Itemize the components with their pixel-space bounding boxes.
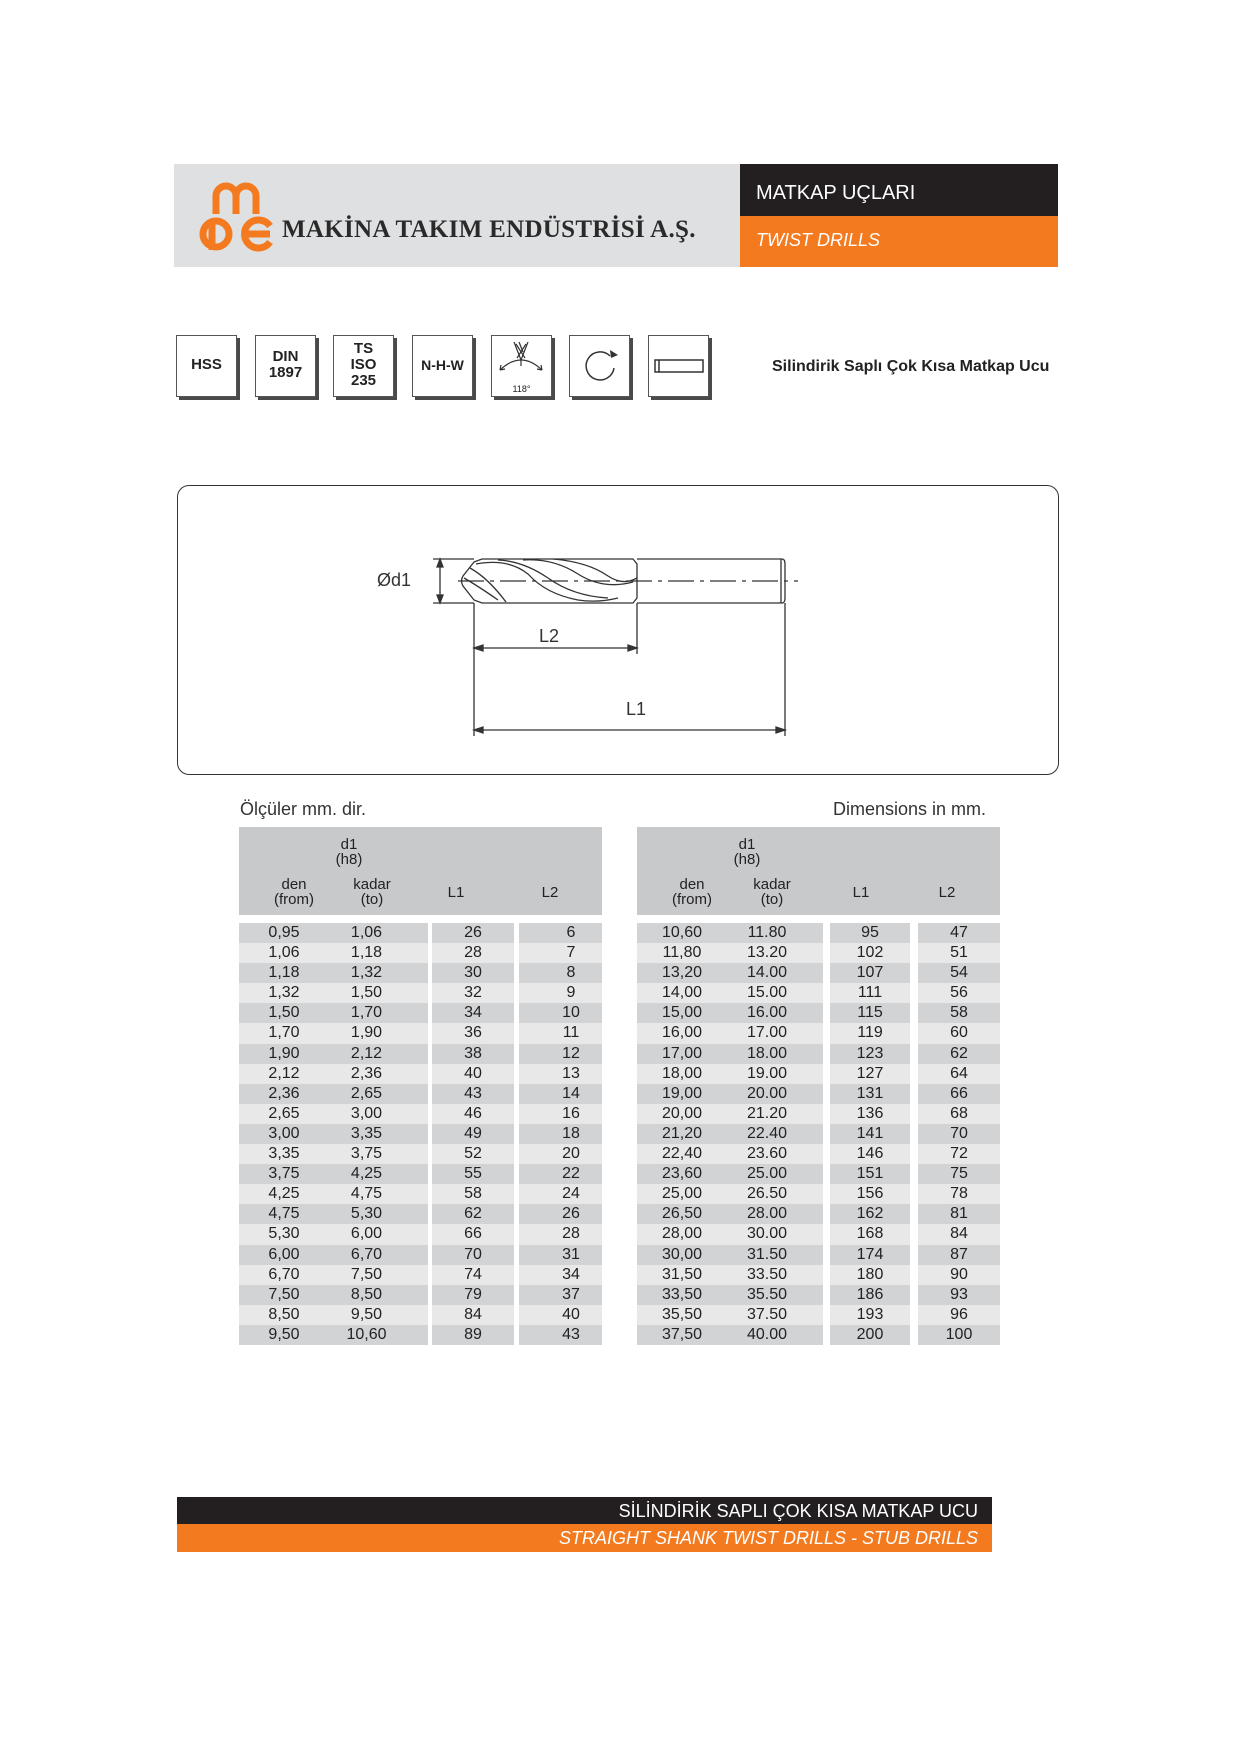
table-row (637, 1164, 1000, 1184)
cell-l1: 52 (464, 1145, 482, 1163)
product-title: Silindirik Saplı Çok Kısa Matkap Ucu (772, 358, 1050, 375)
table-row (239, 1204, 602, 1224)
cell-from: 31,50 (661, 1265, 703, 1283)
cell-l2: 7 (566, 944, 576, 962)
spec-point-angle-badge (491, 335, 552, 397)
cylindrical-shank-icon (649, 336, 708, 396)
l1-dimension-label: L1 (626, 699, 647, 719)
cell-to: 13.20 (746, 944, 788, 962)
cell-l2: 14 (562, 1084, 580, 1102)
cell-l2: 100 (945, 1325, 973, 1343)
table-row (239, 1184, 602, 1204)
cell-from: 4,75 (268, 1205, 300, 1223)
twist-drill-diagram (178, 486, 1058, 774)
cell-from: 20,00 (661, 1104, 703, 1122)
cell-l2: 78 (950, 1185, 968, 1203)
table-row (637, 1044, 1000, 1064)
cell-to: 35.50 (746, 1285, 788, 1303)
cell-to: 30.00 (746, 1225, 788, 1243)
cell-from: 4,25 (268, 1185, 300, 1203)
cell-l1: 95 (861, 924, 879, 941)
table-row (239, 1164, 602, 1184)
spec-shank-badge (648, 335, 709, 397)
cell-to: 31.50 (746, 1245, 788, 1263)
cell-l2: 20 (562, 1145, 580, 1163)
cell-l1: 127 (856, 1064, 884, 1082)
cell-to: 4,75 (350, 1185, 383, 1203)
cell-to: 11.80 (747, 924, 787, 941)
cell-l1: 36 (464, 1024, 482, 1042)
cell-from: 13,20 (661, 964, 703, 982)
table-row (239, 1003, 602, 1023)
cell-l1: 180 (856, 1265, 884, 1283)
cell-l1: 123 (856, 1044, 884, 1062)
cell-to: 40.00 (746, 1325, 788, 1343)
table-header (239, 827, 602, 915)
cell-l2: 84 (950, 1225, 968, 1243)
spec-nhw-badge (412, 335, 473, 397)
cell-l1: 193 (856, 1305, 884, 1323)
header-kadar: kadar (353, 876, 391, 893)
cell-l1: 66 (464, 1225, 482, 1243)
header-l2: L2 (541, 884, 559, 901)
table-row (637, 923, 1000, 943)
cell-l1: 186 (856, 1285, 884, 1303)
table-row (239, 1084, 602, 1104)
spec-iso-label: ISO (350, 356, 377, 373)
cell-from: 28,00 (661, 1225, 703, 1243)
cell-to: 1,50 (350, 984, 383, 1002)
cell-l2: 62 (950, 1044, 968, 1062)
cell-l2: 18 (562, 1124, 580, 1142)
cell-to: 5,30 (350, 1205, 383, 1223)
cell-to: 18.00 (746, 1044, 788, 1062)
cell-to: 33.50 (746, 1265, 788, 1283)
table-row (239, 963, 602, 983)
spec-iso-number: 235 (350, 372, 377, 389)
cell-l2: 66 (950, 1084, 968, 1102)
cell-l2: 22 (562, 1165, 580, 1183)
company-name: MAKİNA TAKIM ENDÜSTRİSİ A.Ş. (282, 216, 696, 243)
table-row (239, 1245, 602, 1265)
table-row (637, 1285, 1000, 1305)
header-from: (from) (274, 891, 314, 908)
cell-l2: 68 (950, 1104, 968, 1122)
table-header (637, 827, 1000, 915)
cell-l1: 115 (857, 1004, 883, 1022)
header-d1: d1 (340, 836, 358, 853)
cell-to: 1,70 (350, 1004, 383, 1022)
table-row (239, 1224, 602, 1244)
point-angle-icon (492, 336, 551, 382)
cell-l2: 12 (562, 1044, 580, 1062)
cell-l2: 8 (566, 964, 576, 982)
cell-l2: 26 (562, 1205, 580, 1223)
cell-to: 37.50 (746, 1305, 788, 1323)
table-row (637, 1325, 1000, 1345)
header-l1: L1 (447, 884, 465, 901)
cell-to: 26.50 (746, 1185, 788, 1203)
table-row (637, 943, 1000, 963)
spec-nhw-label: N-H-W (421, 357, 464, 373)
header-h8: (h8) (733, 851, 761, 868)
cell-from: 14,00 (661, 984, 703, 1002)
cell-l2: 28 (562, 1225, 580, 1243)
cell-l1: 46 (464, 1104, 482, 1122)
table-row (239, 1144, 602, 1164)
cell-l1: 74 (464, 1265, 482, 1283)
dimensions-caption-en: Dimensions in mm. (833, 799, 987, 819)
cell-l2: 51 (950, 944, 968, 962)
table-row (239, 1104, 602, 1124)
diameter-label: Ød1 (377, 570, 412, 590)
cell-from: 23,60 (661, 1165, 703, 1183)
cell-l1: 70 (464, 1245, 482, 1263)
cell-l1: 168 (856, 1225, 884, 1243)
cell-from: 1,32 (268, 984, 300, 1002)
cell-l2: 58 (950, 1004, 968, 1022)
cell-from: 3,00 (268, 1124, 300, 1142)
table-row (239, 983, 602, 1003)
table-row (239, 1023, 602, 1043)
cell-l1: 174 (856, 1245, 884, 1263)
cell-l2: 34 (562, 1265, 580, 1283)
header-l1: L1 (852, 884, 870, 901)
cell-l2: 16 (562, 1104, 580, 1122)
cell-l1: 43 (464, 1084, 482, 1102)
cell-l1: 28 (464, 944, 482, 962)
cell-l2: 43 (562, 1325, 580, 1343)
cell-from: 2,12 (268, 1064, 300, 1082)
cell-l2: 96 (950, 1305, 968, 1323)
cell-to: 6,00 (350, 1225, 383, 1243)
table-row (637, 1245, 1000, 1265)
dimensions-caption-tr: Ölçüler mm. dir. (240, 799, 367, 819)
spec-hss-badge (176, 335, 237, 397)
table-row (239, 923, 602, 943)
cell-to: 1,32 (350, 964, 383, 982)
cell-l2: 70 (950, 1124, 968, 1142)
table-row (239, 1044, 602, 1064)
cell-to: 28.00 (746, 1205, 788, 1223)
cell-to: 2,12 (350, 1044, 383, 1062)
cell-l1: 102 (856, 944, 884, 962)
table-row (239, 1325, 602, 1345)
cell-l2: 40 (562, 1305, 580, 1323)
cell-from: 19,00 (661, 1084, 703, 1102)
cell-l1: 89 (464, 1325, 482, 1343)
cell-to: 1,06 (350, 924, 383, 941)
table-row (637, 1124, 1000, 1144)
cell-to: 14.00 (746, 964, 788, 982)
cell-l1: 30 (464, 964, 482, 982)
cell-l1: 34 (464, 1004, 482, 1022)
cell-l1: 79 (464, 1285, 482, 1303)
table-body (637, 923, 1000, 1345)
spec-din-number: 1897 (268, 364, 303, 381)
cell-from: 1,06 (268, 944, 300, 962)
cell-to: 3,35 (350, 1124, 383, 1142)
cell-from: 6,00 (268, 1245, 300, 1263)
header-l2: L2 (938, 884, 956, 901)
cell-l2: 6 (566, 924, 576, 941)
cell-l2: 90 (950, 1265, 968, 1283)
dimension-table-left (239, 827, 602, 1345)
cell-l2: 72 (950, 1145, 968, 1163)
cell-to: 8,50 (350, 1285, 383, 1303)
table-row (637, 1305, 1000, 1325)
cell-to: 7,50 (350, 1265, 383, 1283)
table-row (637, 983, 1000, 1003)
cell-l2: 47 (950, 924, 968, 941)
cell-l1: 162 (856, 1205, 884, 1223)
cell-l1: 156 (856, 1185, 884, 1203)
cell-l1: 107 (856, 964, 884, 982)
cell-from: 8,50 (268, 1305, 300, 1323)
table-row (239, 1124, 602, 1144)
cell-from: 2,65 (268, 1104, 300, 1122)
table-row (239, 1285, 602, 1305)
cell-l2: 56 (950, 984, 968, 1002)
cell-l2: 54 (950, 964, 968, 982)
header-h8: (h8) (335, 851, 363, 868)
cell-to: 23.60 (746, 1145, 788, 1163)
table-row (637, 1084, 1000, 1104)
table-row (637, 1064, 1000, 1084)
header-d1: d1 (738, 836, 756, 853)
cell-from: 16,00 (661, 1024, 703, 1042)
cell-to: 3,75 (350, 1145, 383, 1163)
cell-to: 15.00 (746, 984, 788, 1002)
cell-from: 18,00 (661, 1064, 703, 1082)
cell-to: 9,50 (350, 1305, 383, 1323)
table-row (637, 1224, 1000, 1244)
header-kadar: kadar (753, 876, 791, 893)
cell-l1: 111 (857, 984, 883, 1002)
cell-to: 20.00 (746, 1084, 788, 1102)
cell-from: 11,80 (662, 944, 702, 962)
cell-from: 21,20 (661, 1124, 703, 1142)
header-to: (to) (360, 891, 384, 908)
spec-din-badge (255, 335, 316, 397)
cell-to: 16.00 (746, 1004, 788, 1022)
cell-l2: 11 (562, 1024, 580, 1042)
header-from: (from) (672, 891, 712, 908)
table-body (239, 923, 602, 1345)
cell-from: 17,00 (661, 1044, 703, 1062)
cell-l1: 136 (856, 1104, 884, 1122)
cell-from: 2,36 (268, 1084, 300, 1102)
cell-from: 15,00 (661, 1004, 703, 1022)
footer-subtitle: STRAIGHT SHANK TWIST DRILLS - STUB DRILLS (177, 1524, 992, 1552)
cell-from: 3,35 (268, 1145, 300, 1163)
cell-l1: 141 (856, 1124, 884, 1142)
cell-from: 1,18 (268, 964, 300, 982)
cell-to: 6,70 (350, 1245, 383, 1263)
cell-to: 22.40 (746, 1124, 788, 1142)
point-angle-value: 118° (512, 384, 531, 394)
cell-l2: 31 (562, 1245, 580, 1263)
cell-from: 30,00 (661, 1245, 703, 1263)
cell-from: 1,90 (268, 1044, 300, 1062)
cell-l2: 93 (950, 1285, 968, 1303)
cell-from: 35,50 (661, 1305, 703, 1323)
cell-l2: 87 (950, 1245, 968, 1263)
cell-from: 10,60 (661, 924, 703, 941)
cell-from: 7,50 (268, 1285, 300, 1303)
table-row (637, 1104, 1000, 1124)
cell-to: 25.00 (746, 1165, 788, 1183)
cell-l1: 151 (856, 1165, 884, 1183)
table-row (637, 1184, 1000, 1204)
table-row (239, 1265, 602, 1285)
cell-l1: 32 (464, 984, 482, 1002)
cell-to: 2,65 (350, 1084, 383, 1102)
cell-l1: 131 (856, 1084, 884, 1102)
cell-to: 10,60 (346, 1325, 387, 1343)
cell-from: 33,50 (661, 1285, 703, 1303)
cell-from: 22,40 (661, 1145, 703, 1163)
cell-to: 1,90 (350, 1024, 383, 1042)
cell-l2: 60 (950, 1024, 968, 1042)
cell-to: 2,36 (350, 1064, 383, 1082)
header-den: den (679, 876, 705, 893)
cell-from: 0,95 (268, 924, 300, 941)
cell-to: 1,18 (350, 944, 383, 962)
cell-from: 1,70 (268, 1024, 300, 1042)
cell-from: 25,00 (661, 1185, 703, 1203)
cell-l1: 84 (464, 1305, 482, 1323)
cell-to: 4,25 (350, 1165, 383, 1183)
spec-din-label: DIN (272, 348, 299, 365)
category-subtitle: TWIST DRILLS (740, 216, 1058, 267)
table-row (637, 1023, 1000, 1043)
table-row (637, 1144, 1000, 1164)
cell-l2: 81 (950, 1205, 968, 1223)
cell-l2: 64 (950, 1064, 968, 1082)
cell-to: 3,00 (350, 1104, 383, 1122)
spec-hss-label: HSS (191, 356, 222, 373)
cell-l1: 200 (856, 1325, 884, 1343)
cell-from: 6,70 (268, 1265, 300, 1283)
cell-l2: 75 (950, 1165, 968, 1183)
table-row (239, 1064, 602, 1084)
clockwise-rotation-icon (570, 336, 629, 396)
cell-l1: 58 (464, 1185, 482, 1203)
cell-to: 17.00 (746, 1024, 788, 1042)
cell-l1: 49 (464, 1124, 482, 1142)
table-row (239, 1305, 602, 1325)
cell-l1: 26 (464, 924, 482, 941)
table-row (637, 1204, 1000, 1224)
table-row (637, 1003, 1000, 1023)
category-title: MATKAP UÇLARI (740, 164, 1058, 216)
table-row (239, 943, 602, 963)
spec-ts-label: TS (353, 340, 374, 357)
cell-from: 26,50 (661, 1205, 703, 1223)
cell-l1: 55 (464, 1165, 482, 1183)
table-row (637, 963, 1000, 983)
cell-l2: 10 (562, 1004, 580, 1022)
cell-l1: 38 (464, 1044, 482, 1062)
cell-l1: 146 (856, 1145, 884, 1163)
cell-l2: 37 (562, 1285, 580, 1303)
cell-l2: 13 (562, 1064, 580, 1082)
spec-ts-iso-badge (333, 335, 394, 397)
cell-from: 9,50 (268, 1325, 300, 1343)
cell-from: 3,75 (268, 1165, 300, 1183)
cell-l1: 62 (464, 1205, 482, 1223)
cell-l2: 24 (562, 1185, 580, 1203)
footer-title: SİLİNDİRİK SAPLI ÇOK KISA MATKAP UCU (177, 1497, 992, 1524)
cell-l1: 119 (857, 1024, 883, 1042)
spec-rotation-badge (569, 335, 630, 397)
table-row (637, 1265, 1000, 1285)
cell-l2: 9 (566, 984, 576, 1002)
cell-to: 19.00 (746, 1064, 788, 1082)
cell-from: 37,50 (661, 1325, 703, 1343)
l2-dimension-label: L2 (539, 626, 560, 646)
cell-to: 21.20 (746, 1104, 788, 1122)
header-banner (174, 164, 740, 267)
cell-l1: 40 (464, 1064, 482, 1082)
dimension-table-right (637, 827, 1000, 1345)
company-logo-icon (196, 178, 276, 252)
header-den: den (281, 876, 307, 893)
cell-from: 1,50 (268, 1004, 300, 1022)
drill-drawing-panel (177, 485, 1059, 775)
header-to: (to) (760, 891, 784, 908)
cell-from: 5,30 (268, 1225, 300, 1243)
